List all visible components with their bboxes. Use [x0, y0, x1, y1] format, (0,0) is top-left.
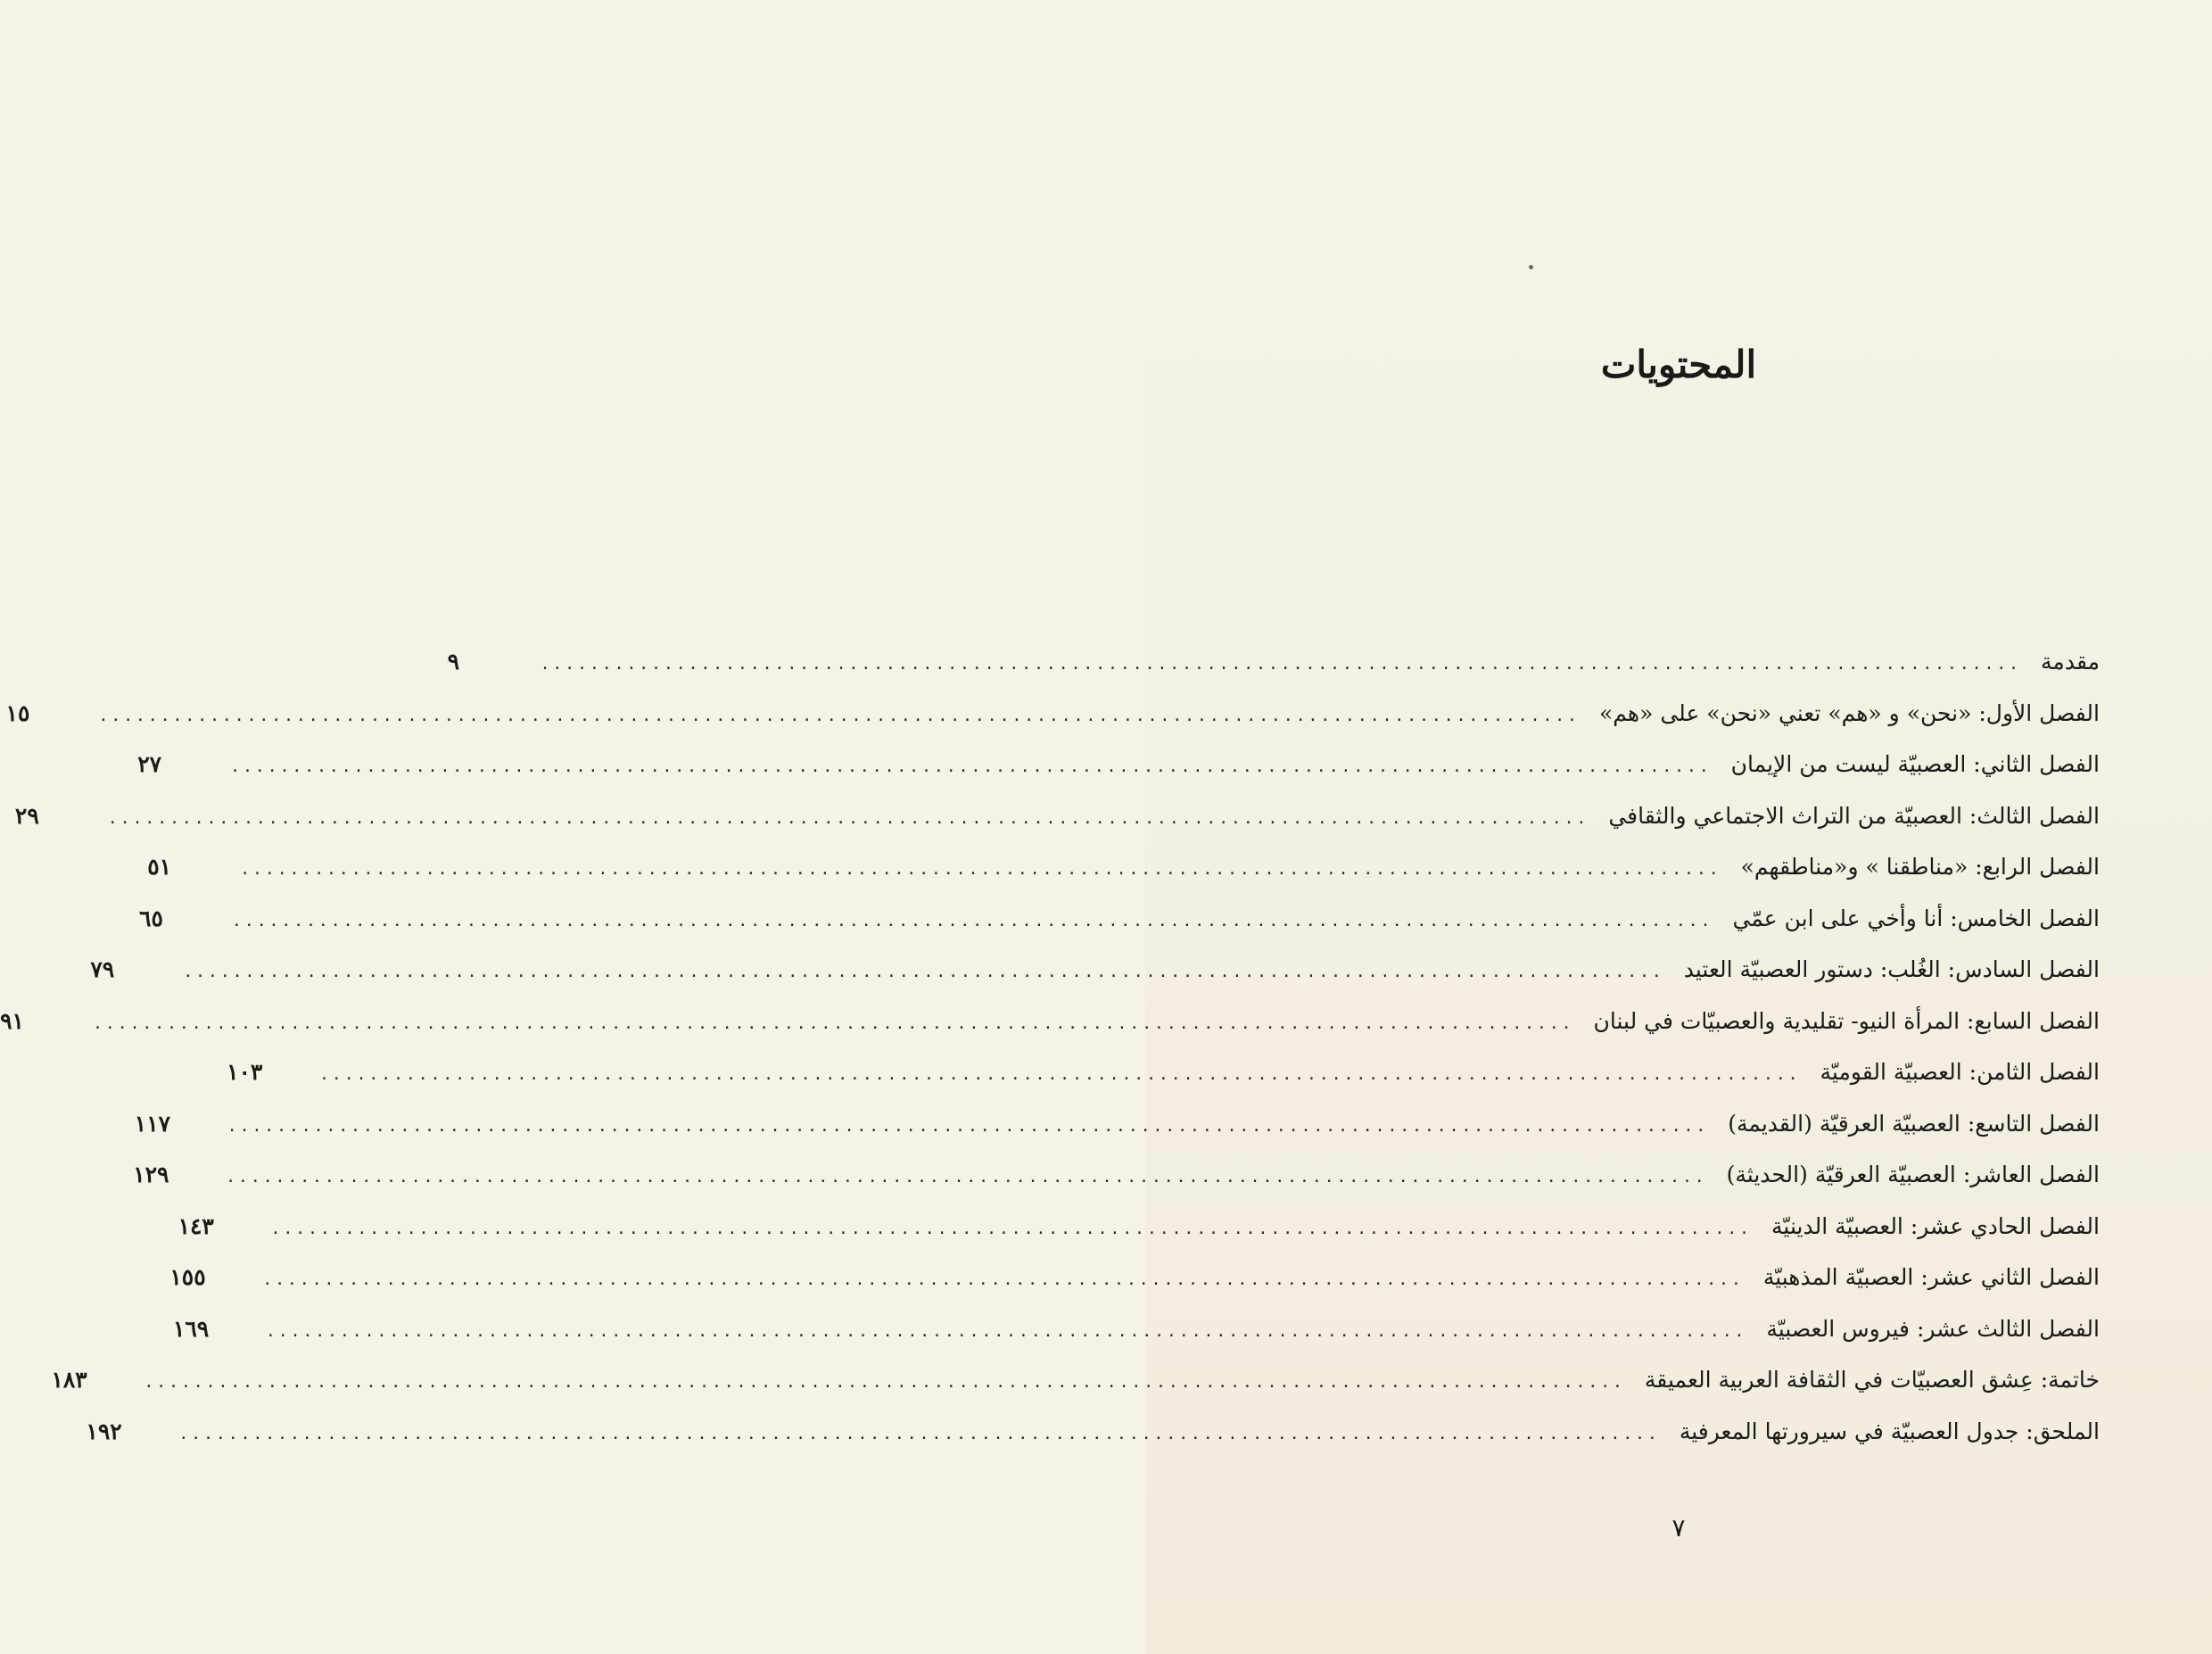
toc-entry-title: مقدمة	[2041, 649, 2100, 674]
contents-heading: المحتويات	[1600, 343, 1757, 386]
dot-leader: ........................................................................................................................	[262, 1270, 1744, 1289]
toc-entry	[139, 901, 2100, 953]
toc-entry	[51, 1362, 2100, 1414]
toc-entry	[177, 1209, 2100, 1261]
toc-entry	[133, 1157, 2100, 1209]
toc-entry-page: ١٦٩	[172, 1315, 210, 1342]
toc-entry-page: ٩١	[0, 1007, 24, 1034]
toc-entry	[172, 1311, 2100, 1363]
toc-entry	[227, 1054, 2100, 1106]
toc-entry	[147, 849, 2100, 901]
dot-leader: ........................................................................................................................	[98, 706, 1580, 725]
toc-entry	[134, 1106, 2100, 1158]
toc-entry	[169, 1260, 2100, 1311]
dot-leader: ........................................................................................................................	[540, 655, 2022, 674]
toc-entry	[137, 747, 2100, 798]
toc-entry-title: الملحق: جدول العصبيّة في سيرورتها المعرفية	[1679, 1418, 2100, 1444]
dot-leader: ........................................................................................................................	[240, 860, 1721, 879]
toc-entry-page: ٧٩	[90, 956, 115, 982]
toc-entry	[5, 696, 2100, 748]
dot-leader: ........................................................................................................................	[230, 757, 1712, 776]
toc-entry-title: الفصل الحادي عشر: العصبيّة الدينيّة	[1771, 1212, 2100, 1239]
toc-entry	[447, 644, 2100, 696]
toc-entry-page: ١٥	[5, 699, 30, 726]
toc-entry-title: الفصل الأول: «نحن» و «هم» تعني «نحن» على «هم»	[1598, 699, 2100, 726]
toc-entry-page: ١٨٣	[51, 1367, 87, 1393]
dot-leader: ........................................................................................................................	[265, 1321, 1747, 1341]
toc-entry-page: ٢٧	[137, 751, 162, 777]
toc-entry-title: الفصل الثاني: العصبيّة ليست من الإيمان	[1730, 751, 2100, 777]
toc-entry-title: الفصل الثامن: العصبيّة القوميّة	[1820, 1059, 2100, 1085]
toc-entry	[14, 798, 2100, 850]
toc-entry	[90, 952, 2100, 1004]
dot-leader: ........................................................................................................................	[226, 1168, 1707, 1187]
dot-leader: ........................................................................................................................	[183, 963, 1664, 981]
toc-entry-title: الفصل الخامس: أنا وأخي على ابن عمّي	[1732, 905, 2100, 931]
toc-entry-title: الفصل الرابع: «مناطقنا » و«مناطقهم»	[1740, 854, 2100, 880]
toc-entry-page: ١٤٣	[177, 1212, 214, 1239]
dot-leader: ........................................................................................................................	[144, 1373, 1625, 1392]
toc-entry-title: الفصل الثاني عشر: العصبيّة المذهبيّة	[1762, 1264, 2100, 1290]
dot-leader: ........................................................................................................................	[232, 911, 1713, 930]
dot-leader: ........................................................................................................................	[270, 1219, 1752, 1238]
page-number: ٧	[1671, 1513, 1686, 1542]
toc-entry-page: ١١٧	[134, 1110, 171, 1137]
table-of-contents	[0, 644, 2100, 1465]
toc-entry	[0, 1004, 2100, 1055]
dot-leader: ........................................................................................................................	[107, 808, 1589, 828]
dot-leader: ........................................................................................................................	[178, 1424, 1660, 1443]
toc-entry-title: الفصل السادس: الغُلب: دستور العصبيّة العتيد	[1683, 956, 2100, 982]
toc-entry-page: ١٢٩	[133, 1162, 169, 1187]
toc-entry-page: ١٩٢	[86, 1418, 122, 1444]
paper-speck	[1529, 265, 1533, 269]
toc-entry	[86, 1414, 2100, 1466]
toc-entry-page: ٢٩	[14, 802, 39, 829]
toc-entry-title: الفصل الثالث: العصبيّة من التراث الاجتماعي والثقافي	[1608, 802, 2100, 829]
toc-entry-title: الفصل السابع: المرأة النيو- تقليدية والعصبيّات في لبنان	[1593, 1007, 2100, 1034]
dot-leader: ........................................................................................................................	[93, 1013, 1574, 1033]
toc-entry-page: ٩	[447, 649, 460, 674]
dot-leader: ........................................................................................................................	[227, 1116, 1709, 1136]
toc-entry-title: الفصل التاسع: العصبيّة العرقيّة (القديمة)	[1728, 1110, 2100, 1137]
toc-entry-title: الفصل الثالث عشر: فيروس العصبيّة	[1766, 1315, 2100, 1342]
toc-entry-page: ١٠٣	[227, 1059, 263, 1085]
toc-entry-page: ٦٥	[139, 905, 163, 931]
toc-entry-title: الفصل العاشر: العصبيّة العرقيّة (الحديثة)	[1726, 1162, 2100, 1187]
dot-leader: ........................................................................................................................	[319, 1065, 1801, 1084]
toc-entry-page: ١٥٥	[169, 1264, 206, 1290]
toc-entry-title: خاتمة: عِشق العصبيّات في الثقافة العربية العميقة	[1644, 1367, 2100, 1393]
toc-entry-page: ٥١	[147, 854, 172, 880]
